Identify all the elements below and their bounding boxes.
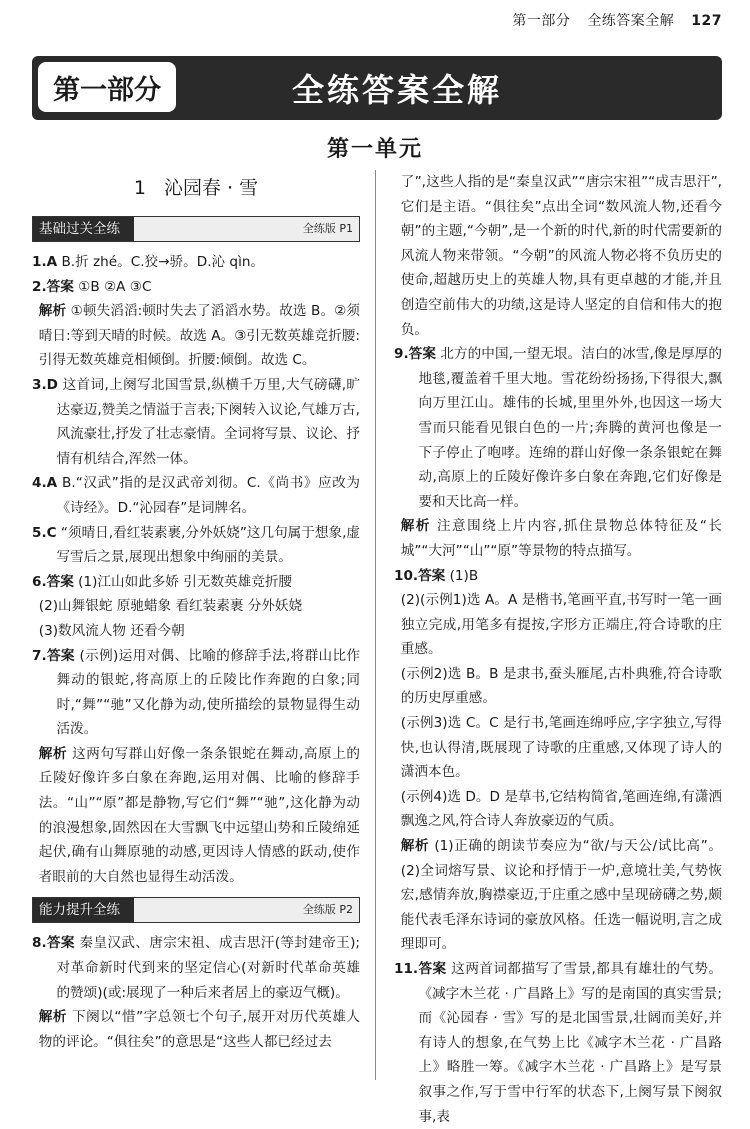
answer-text: (3)数风流人物 还看今朝 <box>38 622 185 639</box>
answer-text: 下阕以“惜”字总领七个句子,展开对历代英雄人物的评论。“俱往矣”的意思是“这些人都已经过去 <box>38 1009 361 1050</box>
answer-number: 11. <box>394 961 419 977</box>
answer-label: 答案 <box>408 346 436 363</box>
answer-text: 注意围绕上片内容,抓住景物总体特征及“长城”“大河”“山”“原”等景物的特点描写。 <box>400 518 722 559</box>
answer-text: 这两句写群山好像一条条银蛇在舞动,高原上的丘陵好像许多白象在奔跑,运用对偶、比喻的修辞手法。“山”“原”都是静物,写它们“舞”“驰”,这化静为动的浪漫想象,固然因在大雪飘飞中远望山势和丘陵绵延起伏,确有山舞原驰的动感,更因诗人情感的跃动,使作者眼前的大自然也显得生动活泼。 <box>38 745 361 885</box>
answer-list-basic <box>32 250 360 889</box>
answer-text: 北方的中国,一望无垠。洁白的冰雪,像是厚厚的地毯,覆盖着千里大地。雪花纷纷扬扬,下得很大,飘向万里江山。雄伟的长城,里里外外,也因这一场大雪而只能看见银白色的一片;奔腾的黄河也像是一下子停止了咆哮。连绵的群山好像一条条银蛇在舞动,高原上的丘陵好像许多白象在奔跑,它们好像是要和天比高一样。 <box>418 346 723 510</box>
answer-item <box>394 514 722 563</box>
answer-label: 解析 <box>38 303 67 320</box>
running-header-part: 第一部分 <box>512 13 571 29</box>
answer-text: ①顿失滔滔:顿时失去了滔滔水势。故选 B。②须晴日:等到天晴的时候。故选 A。③引无数英雄竞折腰:引得无数英雄竞相倾倒。折腰:倾倒。故选 C。 <box>38 303 361 369</box>
answer-text: (示例3)选 C。C 是行书,笔画连绵呼应,字字独立,写得快,也认得清,既展现了诗歌的庄重感,又体现了诗人的潇洒本色。 <box>400 715 722 781</box>
answer-item <box>32 250 360 275</box>
answer-label: 解析 <box>400 518 432 535</box>
answer-item <box>32 1005 360 1054</box>
answer-label: 答案 <box>46 573 74 590</box>
answer-item <box>32 373 360 471</box>
answer-item <box>32 644 360 742</box>
answer-item <box>32 521 360 570</box>
answer-text: B.折 zhé。C.狡→骄。D.沁 qìn。 <box>57 254 265 270</box>
running-header-title: 全练答案全解 <box>587 13 675 29</box>
answer-item <box>394 662 722 711</box>
lesson-name: 沁园春 · 雪 <box>163 177 259 199</box>
answer-number: 2. <box>32 278 47 295</box>
answer-item <box>32 299 360 373</box>
answer-item <box>32 275 360 300</box>
answer-text: (2)山舞银蛇 原驰蜡象 看红装素裹 分外妖娆 <box>38 598 303 615</box>
answer-label: 答案 <box>46 935 75 952</box>
answer-text: (1)江山如此多娇 引无数英雄竞折腰 <box>73 573 293 590</box>
answer-list-advanced <box>32 931 360 1054</box>
lesson-title <box>32 170 360 206</box>
answer-number: 5. <box>32 524 47 541</box>
part-banner <box>32 56 722 120</box>
column-divider <box>375 170 376 1080</box>
answer-item <box>394 170 722 342</box>
unit-title: 第一单元 <box>326 137 423 162</box>
answer-item <box>394 957 722 1129</box>
answer-label: 答案 <box>46 278 74 295</box>
lesson-number: 1 <box>133 177 146 199</box>
answer-label: 解析 <box>400 838 430 855</box>
section-name: 基础过关全练 <box>33 217 134 241</box>
answer-item <box>394 834 722 957</box>
left-column <box>32 170 360 1054</box>
answer-label: 解析 <box>38 1009 68 1026</box>
answer-item <box>32 619 360 644</box>
answer-text: 秦皇汉武、唐宗宋祖、成吉思汗(等封建帝王);对革命新时代到来的坚定信心(对新时代革命英雄的赞颂)(或:展现了一种后来者居上的豪迈气概)。 <box>56 935 361 1001</box>
answer-text: 了”,这些人指的是“秦皇汉武”“唐宗宋祖”“成吉思汗”,它们是主语。“俱往矣”点出全词“数风流人物,还看今朝”的主题,“今朝”,是一个新的时代,新的时代需要新的风流人物来带领。“今朝”的风流人物必将不负历史的使命,超越历史上的英雄人物,具有更卓越的才能,并且创造空前伟大的功绩,这是诗人坚定的自信和伟大的抱负。 <box>400 174 722 338</box>
answer-text: 这首词,上阕写北国雪景,纵横千万里,大气磅礴,旷达豪迈,赞美之情溢于言表;下阕转入议论,气雄万古,风流豪壮,抒发了壮志豪情。全词将写景、议论、抒情有机结合,浑然一体。 <box>56 376 360 467</box>
answer-text: 这两首词都描写了雪景,都具有雄壮的气势。《减字木兰花 · 广昌路上》写的是南国的真实雪景;而《沁园春 · 雪》写的是北国雪景,壮阔而美好,并有诗人的想象,在气势上比《减字木兰花 · 广昌路上》略胜一筹。《减字木兰花 · 广昌路上》是写景叙事之作,写于雪中行军的状态下,上阕写景下阕叙事,表 <box>418 961 722 1125</box>
answer-number: 1. <box>32 254 47 270</box>
answer-number: 7. <box>32 647 47 664</box>
section-bar-advanced <box>32 897 360 923</box>
answer-text: (1)B <box>445 567 479 584</box>
section-name: 能力提升全练 <box>33 898 134 922</box>
page-number: 127 <box>691 13 722 29</box>
answer-text: (1)正确的朗读节奏应为“欲/与天公/试比高”。(2)全词熔写景、议论和抒情于一炉,意境壮美,气势恢宏,感情奔放,胸襟豪迈,于庄重之感中呈现磅礴之势,颇能代表毛泽东诗词的豪放风格。任选一幅说明,言之成理即可。 <box>400 838 722 953</box>
answer-item <box>32 594 360 619</box>
answer-text: (示例2)选 B。B 是隶书,蚕头雁尾,古朴典雅,符合诗歌的历史厚重感。 <box>400 665 722 707</box>
answer-number: 4. <box>32 475 47 492</box>
answer-item <box>394 564 722 589</box>
answer-number: 3. <box>32 376 47 393</box>
section-tag: 全练版 P1 <box>302 221 353 235</box>
answer-text: (示例4)选 D。D 是草书,它结构简省,笔画连绵,有潇洒飘逸之风,符合诗人奔放豪迈的气质。 <box>400 788 722 830</box>
answer-number: 10. <box>394 567 419 584</box>
answer-text: (2)(示例1)选 A。A 是楷书,笔画平直,书写时一笔一画独立完成,用笔多有提按,字形方正端庄,符合诗歌的庄重感。 <box>400 592 722 658</box>
answer-item <box>394 342 722 514</box>
answer-item <box>394 711 722 785</box>
answer-label: 答案 <box>418 961 447 977</box>
answer-item <box>32 570 360 595</box>
answer-label: 答案 <box>46 647 75 664</box>
answer-item <box>394 785 722 834</box>
answer-text: (示例)运用对偶、比喻的修辞手法,将群山比作舞动的银蛇,将高原上的丘陵比作奔跑的白象;同时,“舞”“驰”又化静为动,使所描绘的景物显得生动活泼。 <box>56 647 361 738</box>
answer-number: 8. <box>32 935 47 952</box>
answer-label: 答案 <box>418 567 446 584</box>
answer-label: 解析 <box>38 745 68 762</box>
answer-number: 9. <box>394 346 409 363</box>
answer-number: 6. <box>32 573 47 590</box>
answer-label: C <box>46 524 57 541</box>
banner-part-label: 第一部分 <box>38 62 176 112</box>
answer-label: D <box>46 376 58 393</box>
section-bar-basic <box>32 216 360 242</box>
answer-item <box>32 931 360 1005</box>
banner-title: 全练答案全解 <box>291 71 502 109</box>
answer-text: ①B ②A ③C <box>73 278 152 295</box>
right-column <box>394 170 722 1129</box>
answer-item <box>394 588 722 662</box>
answer-list-continued <box>394 170 722 1129</box>
answer-label: A <box>46 475 58 492</box>
answer-text: “须晴日,看红装素裹,分外妖娆”这几句属于想象,虚写雪后之景,展现出想象中绚丽的美景。 <box>56 524 360 566</box>
section-tag: 全练版 P2 <box>302 903 353 917</box>
answer-item <box>32 742 360 890</box>
answer-label: A <box>46 254 58 270</box>
running-header <box>500 10 722 30</box>
answer-item <box>32 471 360 520</box>
answer-text: B.“汉武”指的是汉武帝刘彻。C.《尚书》应改为《诗经》。D.“沁园春”是词牌名。 <box>56 475 360 516</box>
